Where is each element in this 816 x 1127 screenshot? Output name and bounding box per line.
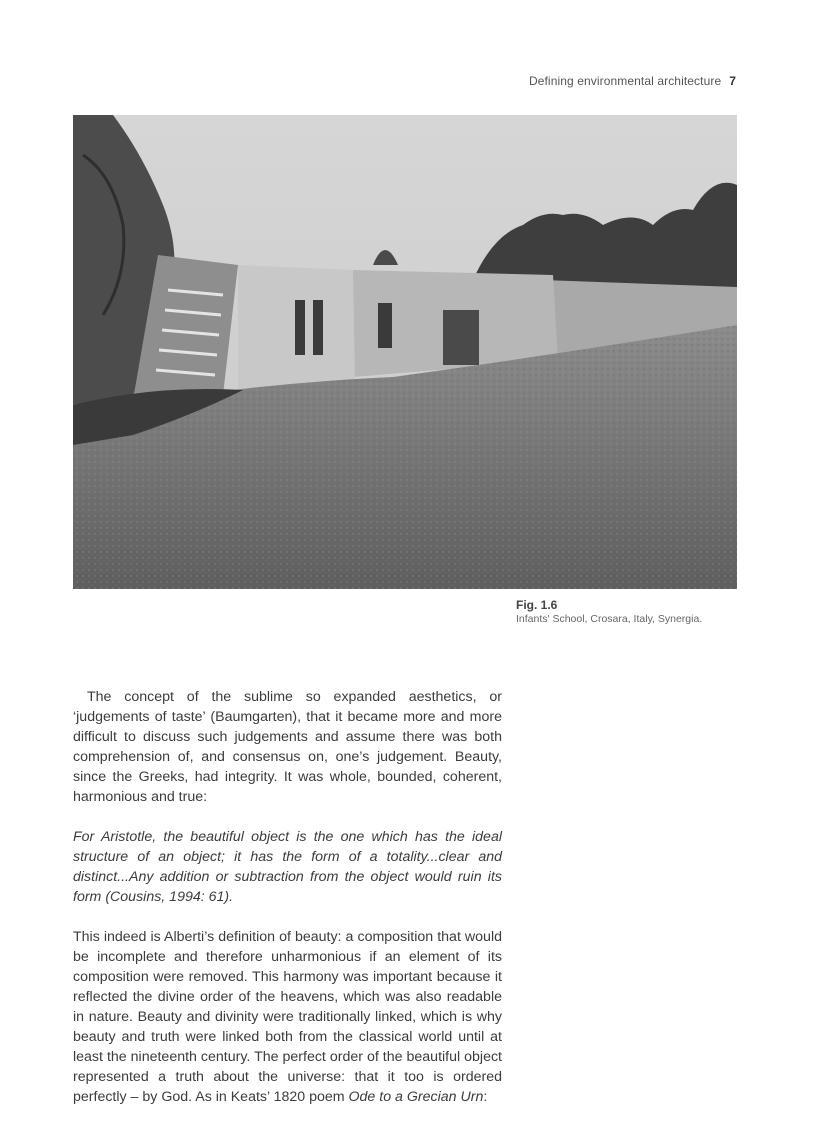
photo-school-building — [73, 115, 737, 589]
paragraph: The concept of the sublime so expanded aesthetics, or ‘judgements of taste’ (Baumgarten), that it became more and more difficult to discuss such judgements and assume there was both comprehension of, and consensus on, one’s judgement. Beauty, since the Greeks, had integrity. It was whole, bounded, coherent, harmonious and true: — [73, 689, 502, 805]
block-quote: For Aristotle, the beautiful object is the one which has the ideal structure of an object; it has the form of a totality...clear and distinct...Any addition or subtraction from the object would ruin its form (Cousins, 1994: 61). — [73, 829, 502, 905]
page-number: 7 — [729, 74, 736, 88]
paragraph-text: This indeed is Alberti’s definition of beauty: a composition that would be incomplete and therefore unharmonious if an element of its composition were removed. This harmony was important because it reflected the divine order of the heavens, which was also readable in nature. Beauty and divinity were traditionally linked, which is why beauty and truth were linked both from the classical world until at least the nineteenth century. The perfect order of the beautiful object represented a truth about the universe: that it too is ordered perfectly – by God. As in Keats’ 1820 poem — [73, 929, 502, 1105]
running-title: Defining environmental architecture — [528, 74, 722, 88]
figure-caption — [516, 598, 746, 625]
figure-caption-text: Infants' School, Crosara, Italy, Synergia. — [516, 613, 703, 625]
running-head — [529, 74, 736, 88]
poem-title: Ode to a Grecian Urn — [348, 1089, 484, 1105]
paragraph — [73, 927, 502, 1107]
figure-label: Fig. 1.6 — [516, 598, 558, 612]
figure-photo — [73, 115, 737, 589]
paragraph-end: : — [483, 1089, 488, 1105]
body-text — [73, 687, 502, 1127]
